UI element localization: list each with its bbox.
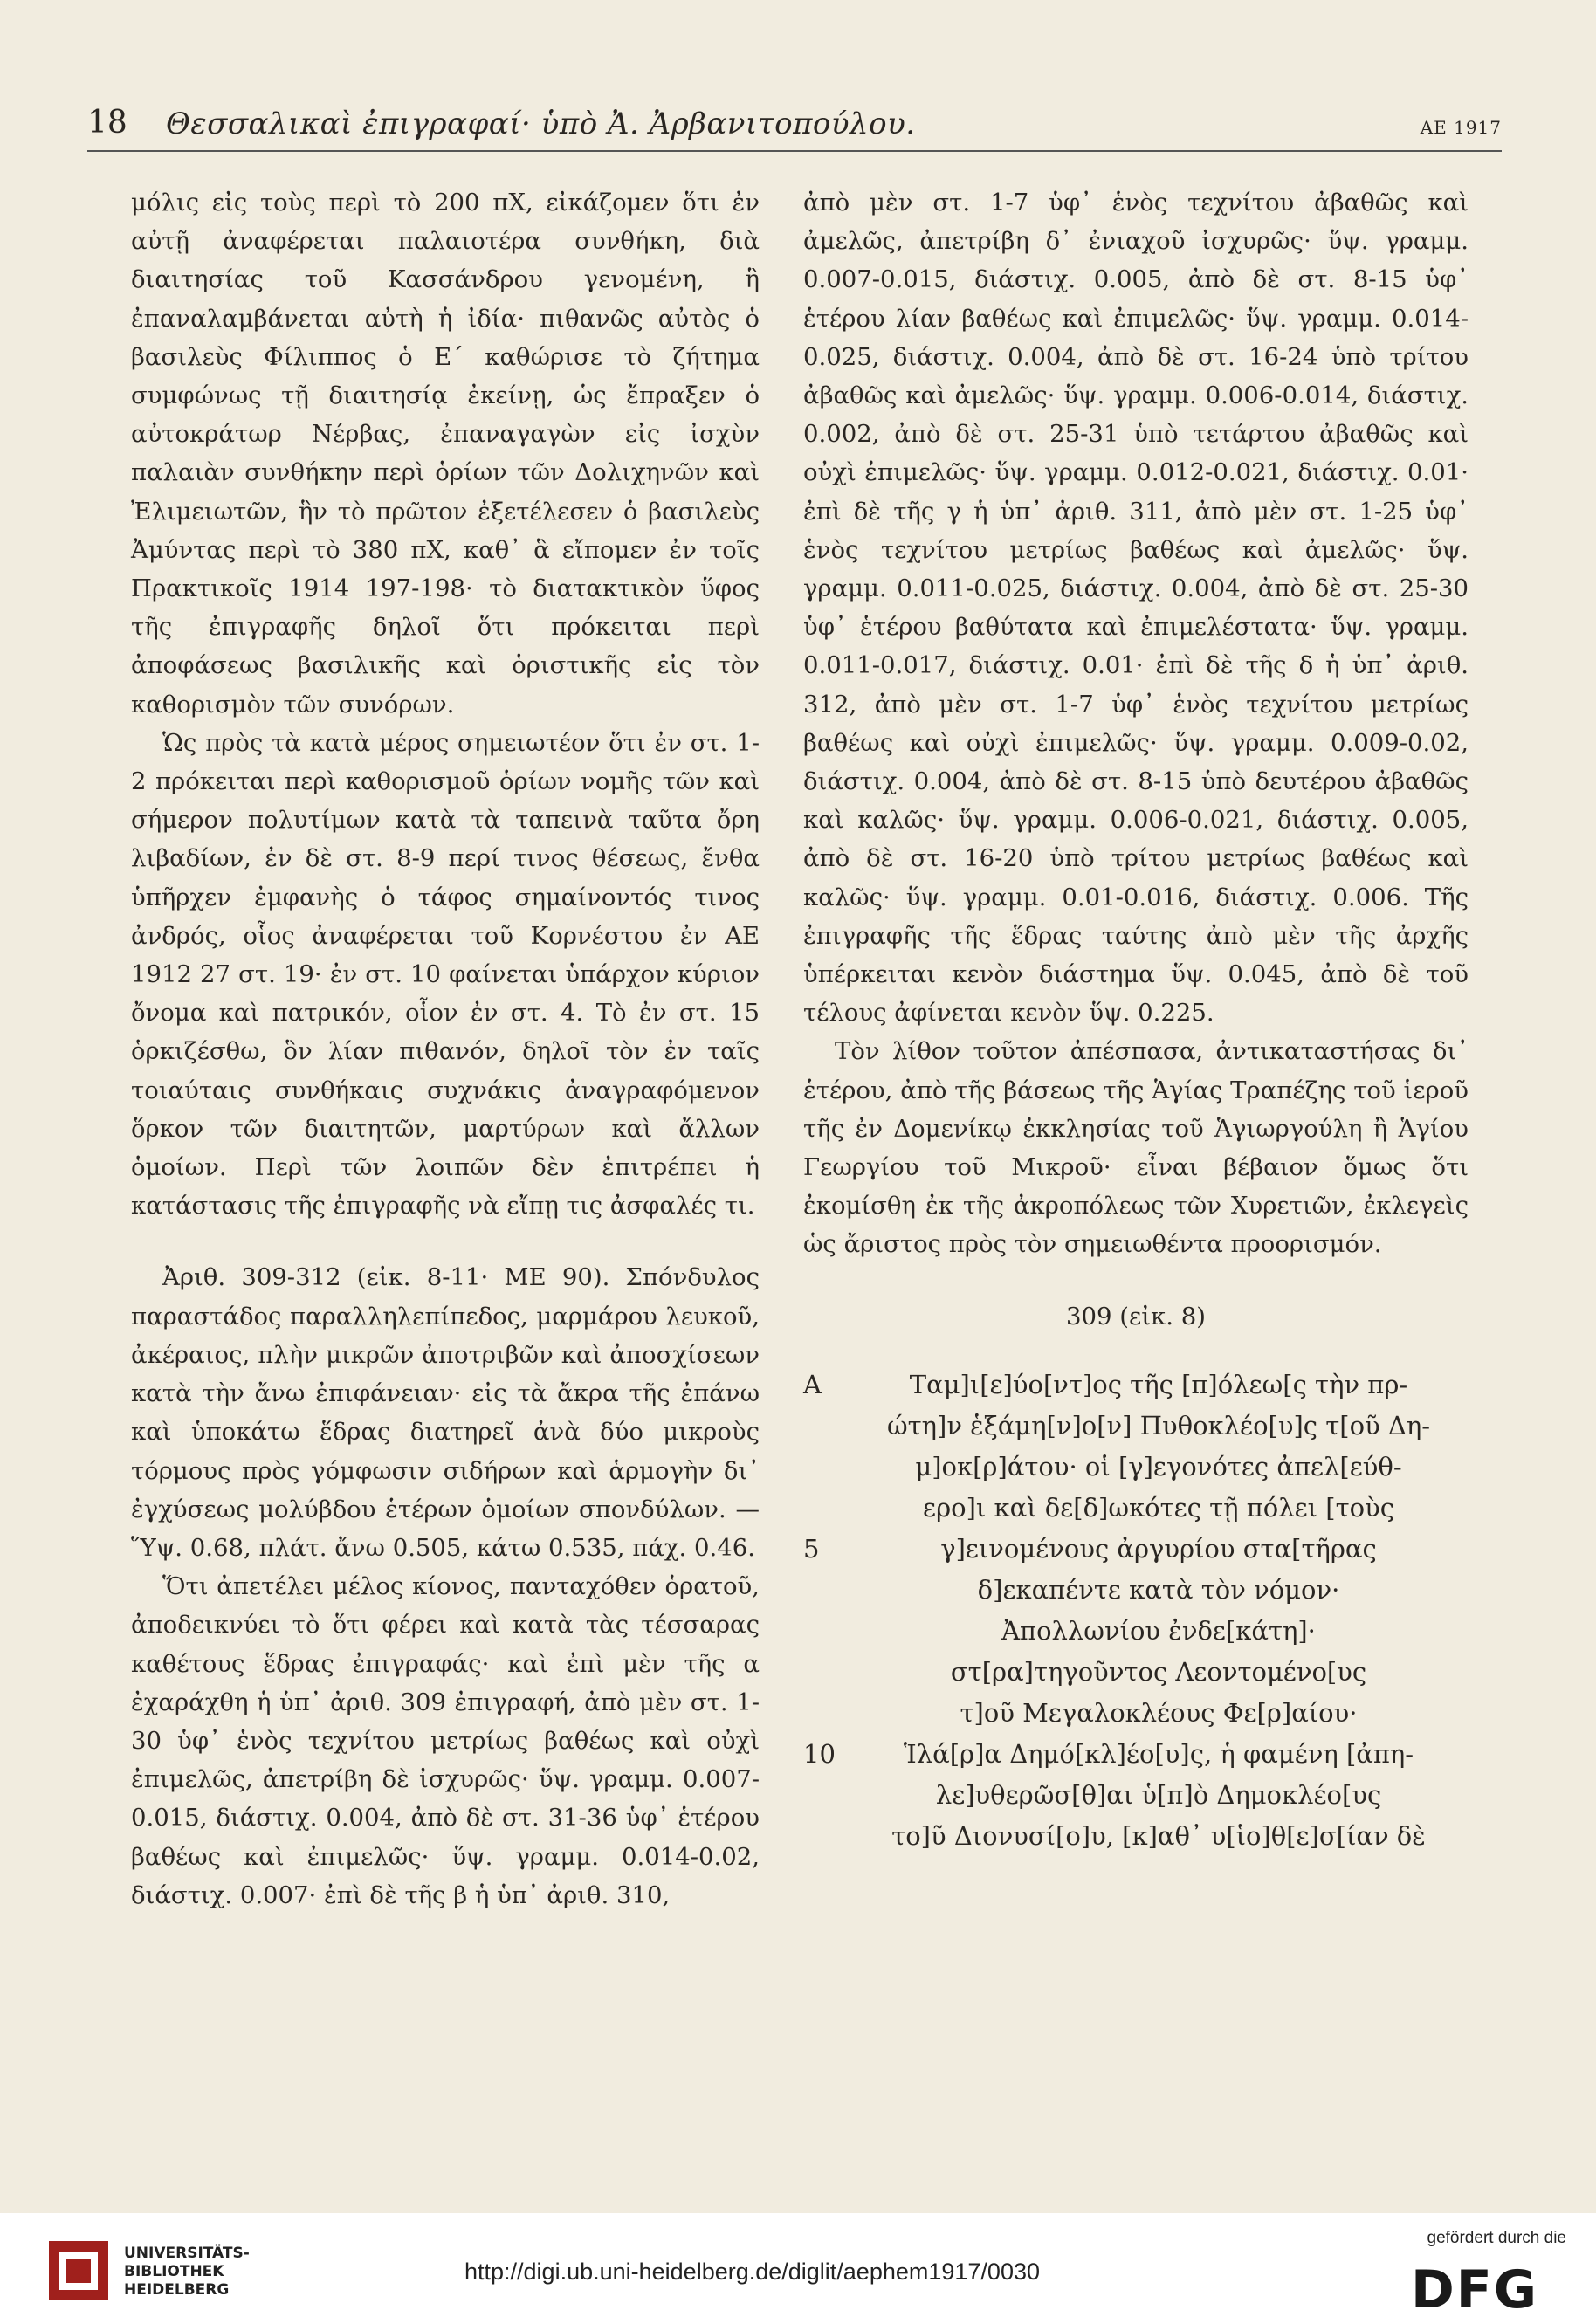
inscription-line [803, 1735, 1469, 1776]
line-text: το]ῦ Διονυσί[ο]υ, [κ]αθ᾽ υ[ἱο]θ[ε]σ[ίαν δὲ [891, 1820, 1426, 1851]
inscription-line [803, 1571, 1469, 1612]
inscription-line [803, 1694, 1469, 1735]
source-url-link[interactable]: http://digi.ub.uni-heidelberg.de/diglit/aephem1917/0030 [464, 2259, 1040, 2285]
line-marker: 10 [803, 1738, 836, 1769]
line-text: Ταμ]ι[ε]ύο[ντ]ος τῆς [π]όλεω[ς τὴν πρ- [909, 1369, 1408, 1399]
inscription-line [803, 1653, 1469, 1694]
left-column [131, 183, 760, 1915]
paragraph: Ὡς πρὸς τὰ κατὰ μέρος σημειωτέον ὅτι ἐν στ. 1-2 πρόκειται περὶ καθορισμοῦ ὁρίων νομῆς τῶν καὶ σήμερον πολυτίμων κατὰ τὰ ταπεινὰ ταῦτα ὄρη λιβαδίων, ἐν δὲ στ. 8-9 περί τινος θέσεως, ἔνθα ὑπῆρχεν ἐμφανὴς ὁ τάφος σημαίνοντός τινος ἀνδρός, οἷος ἀναφέρεται τοῦ Κορνέστου ἐν ΑΕ 1912 27 στ. 19· ἐν στ. 10 φαίνεται ὑπάρχον κύριον ὄνομα καὶ πατρικόν, οἷον ἐν στ. 4. Τὸ ἐν στ. 15 ὁρκιζέσθω, ὃν λίαν πιθανόν, δηλοῖ τὸν ἐν ταῖς τοιαύταις συνθήκαις συχνάκις ἀναγραφόμενον ὅρκον τῶν διαιτητῶν, μαρτύρων καὶ ἄλλων ὁμοίων. Περὶ τῶν λοιπῶν δὲν ἐπιτρέπει ἡ κατάστασις τῆς ἐπιγραφῆς νὰ εἴπῃ τις ἀσφαλές τι. [131, 728, 760, 1220]
entry-paragraph: Ἀριθ. 309-312 (εἰκ. 8-11· ΜΕ 90). Σπόνδυλος παραστάδος παραλληλεπίπεδος, μαρμάρου λευκοῦ, ἀκέραιος, πλὴν μικρῶν ἀποτριβῶν καὶ ἀποσχίσεων κατὰ τὴν ἄνω ἐπιφάνειαν· εἰς τὰ ἄκρα τῆς ἐπάνω καὶ ὑποκάτω ἕδρας διατηρεῖ ἀνὰ δύο μικροὺς τόρμους πρὸς γόμφωσιν σιδήρων καὶ ἁρμογὴν δι᾽ ἐγχύσεως μολύβδου ἑτέρων ὁμοίων σπονδύλων. — Ὕψ. 0.68, πλάτ. ἄνω 0.505, κάτω 0.535, πάχ. 0.46. [131, 1263, 760, 1562]
paragraph: Ὅτι ἀπετέλει μέλος κίονος, πανταχόθεν ὁρατοῦ, ἀποδεικνύει τὸ ὅτι φέρει καὶ κατὰ τὰς τέσσαρας καθέτους ἕδρας ἐπιγραφάς· καὶ ἐπὶ μὲν τῆς α ἐχαράχθη ἡ ὑπ᾽ ἀριθ. 309 ἐπιγραφή, ἀπὸ μὲν στ. 1-30 ὑφ᾽ ἑνὸς τεχνίτου μετρίως βαθέως καὶ οὐχὶ ἐπιμελῶς, ἀπετρίβη δὲ ἰσχυρῶς· ὕψ. γραμμ. 0.007-0.015, διάστιχ. 0.004, ἀπὸ δὲ στ. 31-36 ὑφ᾽ ἑτέρου βαθέως καὶ ἐπιμελῶς· ὕψ. γραμμ. 0.014-0.02, διάστιχ. 0.007· ἐπὶ δὲ τῆς β ἡ ὑπ᾽ ἀριθ. 310, [131, 1572, 760, 1909]
line-text: Ἀπολλωνίου ἐνδε[κάτη]· [1001, 1615, 1316, 1646]
inscription-line [803, 1489, 1469, 1530]
inscription-heading: 309 (εἰκ. 8) [1066, 1302, 1206, 1330]
footer-bar [0, 2213, 1596, 2324]
running-title: Θεσσαλικαὶ ἐπιγραφαί· ὑπὸ Ἀ. Ἀρβανιτοπούλου. [166, 107, 916, 141]
university-library-logo-icon [45, 2238, 112, 2304]
inscription-line [803, 1817, 1469, 1858]
running-header [87, 98, 1502, 152]
inscription-line [803, 1612, 1469, 1653]
line-text: Ἱλά[ρ]α Δημό[κλ]έο[υ]ς, ἡ φαμένη [ἀπη- [903, 1738, 1414, 1769]
inscription-text [803, 1365, 1469, 1858]
line-text: ερο]ι καὶ δε[δ]ωκότες τῇ πόλει [τοὺς [923, 1492, 1394, 1523]
line-text: τ]οῦ Μεγαλοκλέους Φε[ρ]αίου· [960, 1697, 1358, 1728]
paragraph: μόλις εἰς τοὺς περὶ τὸ 200 πΧ, εἰκάζομεν ὅτι ἐν αὐτῇ ἀναφέρεται παλαιοτέρα συνθήκη, διὰ διαιτησίας τοῦ Κασσάνδρου γενομένη, ἣ ἐπαναλαμβάνεται αὐτὴ ἡ ἰδία· πιθανῶς αὐτὸς ὁ βασιλεὺς Φίλιππος ὁ Ε´ καθώρισε τὸ ζήτημα συμφώνως τῇ διαιτησίᾳ ἐκείνῃ, ὡς ἔπραξεν ὁ αὐτοκράτωρ Νέρβας, ἐπαναγαγὼν εἰς ἰσχὺν παλαιὰν συνθήκην περὶ ὁρίων τῶν Δολιχηνῶν καὶ Ἐλιμειωτῶν, ἣν τὸ πρῶτον ἐξετέλεσεν ὁ βασιλεὺς Ἀμύντας περὶ τὸ 380 πΧ, καθ᾽ ἃ εἴπομεν ἐν τοῖς Πρακτικοῖς 1914 197-198· τὸ διατακτικὸν ὕφος τῆς ἐπιγραφῆς δηλοῖ ὅτι πρόκειται περὶ ἀποφάσεως βασιλικῆς καὶ ὁριστικῆς εἰς τὸν καθορισμὸν τῶν συνόρων. [131, 189, 760, 719]
line-marker: 5 [803, 1533, 820, 1564]
svg-text:DFG: DFG [1411, 2259, 1539, 2314]
line-text: ώτη]ν ἑξάμη[ν]ο[ν] Πυθοκλέο[υ]ς τ[οῦ Δη- [886, 1410, 1431, 1440]
library-name: UNIVERSITÄTS- BIBLIOTHEK HEIDELBERG [124, 2245, 250, 2299]
line-text: γ]εινομένους ἀργυρίου στα[τῆρας [940, 1533, 1377, 1564]
inscription-line [803, 1776, 1469, 1817]
paragraph: Τὸν λίθον τοῦτον ἀπέσπασα, ἀντικαταστήσας δι᾽ ἑτέρου, ἀπὸ τῆς βάσεως τῆς Ἁγίας Τραπέζης τοῦ ἱεροῦ τῆς ἐν Δομενίκῳ ἐκκλησίας τοῦ Ἁγιωργούλη ἢ Ἁγίου Γεωργίου τοῦ Μικροῦ· εἶναι βέβαιον ὅμως ὅτι ἐκομίσθη ἐκ τῆς ἀκροπόλεως τῶν Χυρετιῶν, ἐκλεγεὶς ὡς ἄριστος πρὸς τὸν σημειωθέντα προορισμόν. [803, 1037, 1469, 1259]
paragraph: ἀπὸ μὲν στ. 1-7 ὑφ᾽ ἑνὸς τεχνίτου ἀβαθῶς καὶ ἀμελῶς, ἀπετρίβη δ᾽ ἐνιαχοῦ ἰσχυρῶς· ὕψ. γραμμ. 0.007-0.015, διάστιχ. 0.005, ἀπὸ δὲ στ. 8-15 ὑφ᾽ ἑτέρου λίαν βαθέως καὶ ἐπιμελῶς· ὕψ. γραμμ. 0.014-0.025, διάστιχ. 0.004, ἀπὸ δὲ στ. 16-24 ὑπὸ τρίτου ἀβαθῶς καὶ ἀμελῶς· ὕψ. γραμμ. 0.006-0.014, διάστιχ. 0.002, ἀπὸ δὲ στ. 25-31 ὑπὸ τετάρτου ἀβαθῶς καὶ οὐχὶ ἐπιμελῶς· ὕψ. γραμμ. 0.012-0.021, διάστιχ. 0.01· ἐπὶ δὲ τῆς γ ἡ ὑπ᾽ ἀριθ. 311, ἀπὸ μὲν στ. 1-25 ὑφ᾽ ἑνὸς τεχνίτου μετρίως βαθέως καὶ ἀμελῶς· ὕψ. γραμμ. 0.011-0.025, διάστιχ. 0.004, ἀπὸ δὲ στ. 25-30 ὑφ᾽ ἑτέρου βαθύτατα καὶ ἐπιμελέστατα· ὕψ. γραμμ. 0.011-0.017, διάστιχ. 0.01· ἐπὶ δὲ τῆς δ ἡ ὑπ᾽ ἀριθ. 312, ἀπὸ μὲν στ. 1-7 ὑφ᾽ ἑνὸς τεχνίτου μετρίως βαθέως καὶ οὐχὶ ἐπιμελῶς· ὕψ. γραμμ. 0.009-0.02, διάστιχ. 0.004, ἀπὸ δὲ στ. 8-15 ὑπὸ δευτέρου ἀβαθῶς καὶ καλῶς· ὕψ. γραμμ. 0.006-0.021, διάστιχ. 0.005, ἀπὸ δὲ στ. 16-20 ὑπὸ τρίτου μετρίως βαθέως καὶ καλῶς· ὕψ. γραμμ. 0.01-0.016, διάστιχ. 0.006. Τῆς ἐπιγραφῆς τῆς ἕδρας ταύτης ἀπὸ μὲν τῆς ἀρχῆς ὑπέρκειται κενὸν διάστημα ὕψ. 0.045, ἀπὸ δὲ τοῦ τέλους ἀφίνεται κενὸν ὕψ. 0.225. [803, 189, 1469, 1028]
right-column [803, 183, 1469, 1858]
line-text: μ]οκ[ρ]άτου· οἱ [γ]εγονότες ἀπελ[εύθ- [915, 1451, 1402, 1482]
inscription-line [803, 1530, 1469, 1571]
line-marker: Α [803, 1369, 822, 1399]
inscription-line [803, 1406, 1469, 1447]
page-number: 18 [87, 105, 127, 141]
line-text: δ]εκαπέντε κατὰ τὸν νόμον· [977, 1574, 1340, 1605]
inscription-line [803, 1365, 1469, 1406]
inscription-line [803, 1447, 1469, 1489]
funding-caption: gefördert durch die [1427, 2229, 1566, 2247]
dfg-logo-icon [1411, 2257, 1566, 2314]
line-text: λε]υθερῶσ[θ]αι ὑ[π]ὸ Δημοκλέο[υς [935, 1779, 1382, 1810]
journal-label: ΑΕ 1917 [1420, 117, 1502, 138]
line-text: στ[ρα]τηγοῦντος Λεοντομένο[υς [950, 1656, 1367, 1687]
